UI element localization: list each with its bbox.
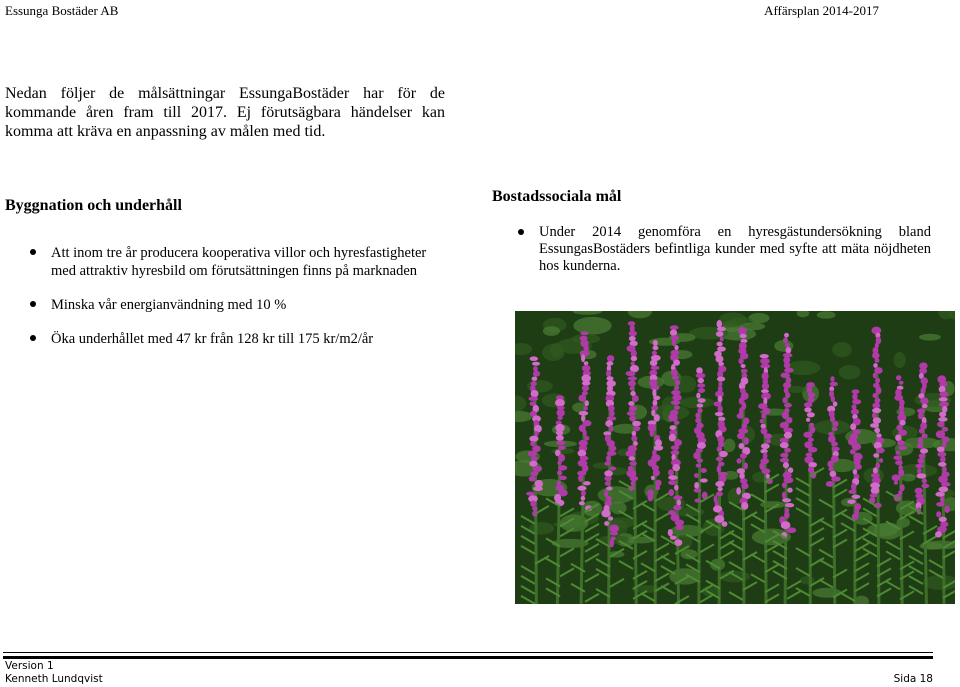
list-item bbox=[51, 296, 471, 314]
list-item bbox=[51, 244, 451, 280]
header-company: Essunga Bostäder AB bbox=[5, 3, 119, 18]
bullet-icon bbox=[30, 249, 36, 255]
list-item-text: Öka underhållet med 47 kr från 128 kr till 175 kr/m2/år bbox=[51, 331, 374, 347]
bullet-icon bbox=[30, 301, 36, 307]
construction-goal-list bbox=[51, 244, 451, 280]
footer-divider bbox=[3, 656, 933, 659]
bullet-icon bbox=[518, 229, 524, 235]
list-item bbox=[51, 330, 471, 348]
footer-version: Version 1 bbox=[5, 660, 54, 672]
list-item-text: Under 2014 genomföra en hyresgästundersökning bland EssungasBostäders befintliga kunder med syfte att mäta nöjdheten hos kunderna. bbox=[539, 224, 931, 274]
construction-goal-list bbox=[51, 296, 471, 314]
social-goal-list bbox=[539, 224, 931, 275]
fireweed-flowers-photo bbox=[515, 311, 955, 604]
bullet-icon bbox=[30, 335, 36, 341]
section-heading-social-goals: Bostadssociala mål bbox=[492, 188, 622, 205]
footer-author: Kenneth Lundqvist bbox=[5, 673, 103, 685]
list-item-text: Minska vår energianvändning med 10 % bbox=[51, 297, 287, 313]
photo-canvas bbox=[515, 311, 955, 604]
list-item-text: Att inom tre år producera kooperativa villor och hyresfastigheter med attraktiv hyresbild om förutsättningen finns på marknaden bbox=[51, 245, 427, 279]
section-heading-construction: Byggnation och underhåll bbox=[5, 197, 182, 214]
footer-page-number: Sida 18 bbox=[893, 673, 933, 685]
intro-paragraph: Nedan följer de målsättningar EssungaBostäder har för de kommande åren fram till 2017. Ej förutsägbara händelser kan komma att kräva en anpassning av målen med tid. bbox=[5, 85, 445, 140]
header-plan-title: Affärsplan 2014-2017 bbox=[764, 3, 879, 18]
construction-goal-list bbox=[51, 330, 471, 348]
list-item bbox=[539, 224, 931, 275]
footer-divider bbox=[3, 652, 933, 653]
